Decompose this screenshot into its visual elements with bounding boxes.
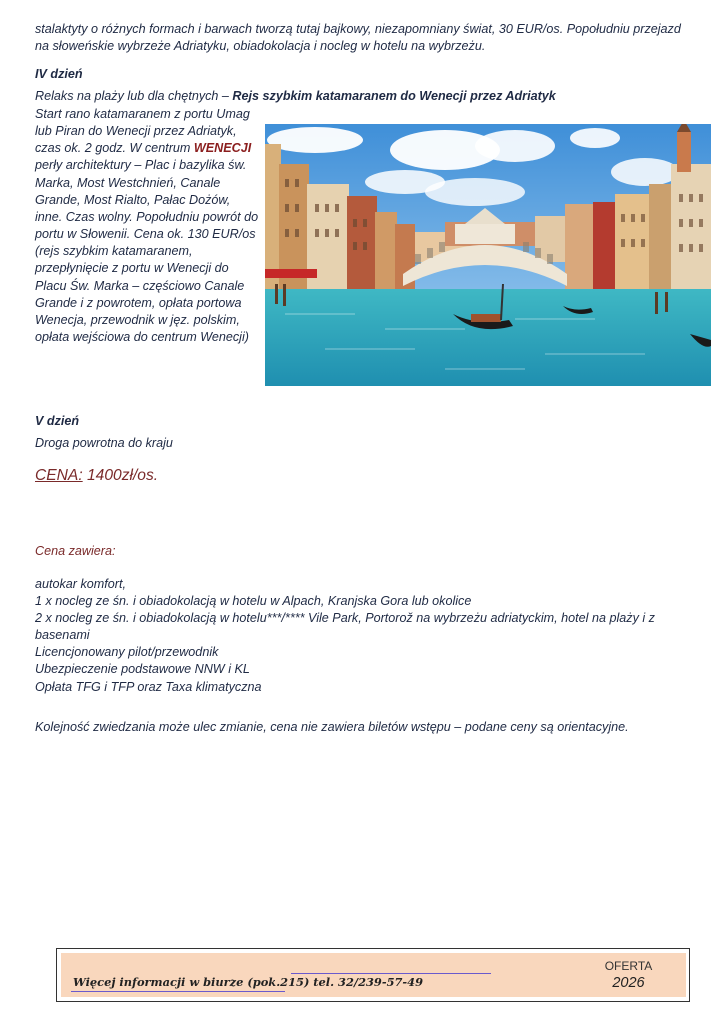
includes-item: Licencjonowany pilot/przewodnik (35, 645, 219, 660)
venice-highlight: WENECJI (193, 141, 252, 156)
price-label: CENA: (35, 467, 83, 484)
footer-box (56, 948, 690, 1002)
day4-heading: IV dzień (35, 67, 83, 81)
includes-item: 2 x nocleg ze śn. i obiadokolacją w hotelu***/**** Vile Park, Portorož na wybrzeżu adriatyckim, hotel na plaży i z basenami (35, 611, 655, 643)
price (35, 466, 158, 486)
intro-paragraph: stalaktyty o różnych formach i barwach tworzą tutaj bajkowy, niezapomniany świat, 30 EUR/os. Popołudniu przejazd na słoweńskie wybrzeże Adriatyku, obiadokolacja i nocleg w hotelu na wybrzeżu. (35, 22, 681, 53)
price-value: 1400zł/os. (82, 467, 159, 484)
day5-heading: V dzień (35, 414, 80, 428)
offer-label: OFERTA (604, 959, 653, 973)
day4-lead (35, 88, 556, 105)
offer-year: 2026 (612, 975, 645, 991)
day4-body-after: perły architektury – Plac i bazylika św. Marka, Most Westchnień, Canale Grande, Most Rialto, Pałac Dożów, inne. Czas wolny. Popołudniu powrót do portu w Słowenii. Cena ok. 130 EUR/os (rejs szybkim katamaranem, przepłynięcie z portu w Wenecji do Placu Św. Marka – częściowo Canale Grande i z powrotem, opłata portowa Wenecja, przewodnik w jęz. polskim, opłata wejściowa do centrum Wenecji) (35, 158, 259, 345)
footer-underline (291, 973, 491, 974)
includes-heading: Cena zawiera: (35, 544, 116, 558)
disclaimer-note: Kolejność zwiedzania może ulec zmianie, cena nie zawiera biletów wstępu – podane ceny są orientacyjne. (35, 720, 629, 734)
footer-offer-panel (571, 953, 686, 997)
includes-item: autokar komfort, (35, 577, 126, 591)
footer-underline (71, 991, 285, 992)
day4-lead-bold: Rejs szybkim katamaranem do Wenecji przez Adriatyk (232, 89, 556, 103)
includes-list (35, 576, 695, 696)
day5-body: Droga powrotna do kraju (35, 436, 173, 450)
day4-lead-text: Relaks na plaży lub dla chętnych – (35, 89, 233, 103)
footer-contact-panel (61, 953, 571, 997)
day4-body-before: Start rano katamaranem z portu Umag lub Piran do Wenecji przez Adriatyk, czas ok. 2 godz. W centrum (35, 107, 250, 156)
venice-photo (265, 124, 711, 386)
includes-item: Opłata TFG i TFP oraz Taxa klimatyczna (35, 679, 262, 694)
day4-description (35, 106, 260, 346)
includes-item: Ubezpieczenie podstawowe NNW i KL (35, 662, 250, 677)
includes-item: 1 x nocleg ze śn. i obiadokolacją w hotelu w Alpach, Kranjska Gora lub okolice (35, 594, 472, 609)
contact-info: Więcej informacji w biurze (pok.215) tel. 32/239-57-49 (73, 975, 424, 989)
